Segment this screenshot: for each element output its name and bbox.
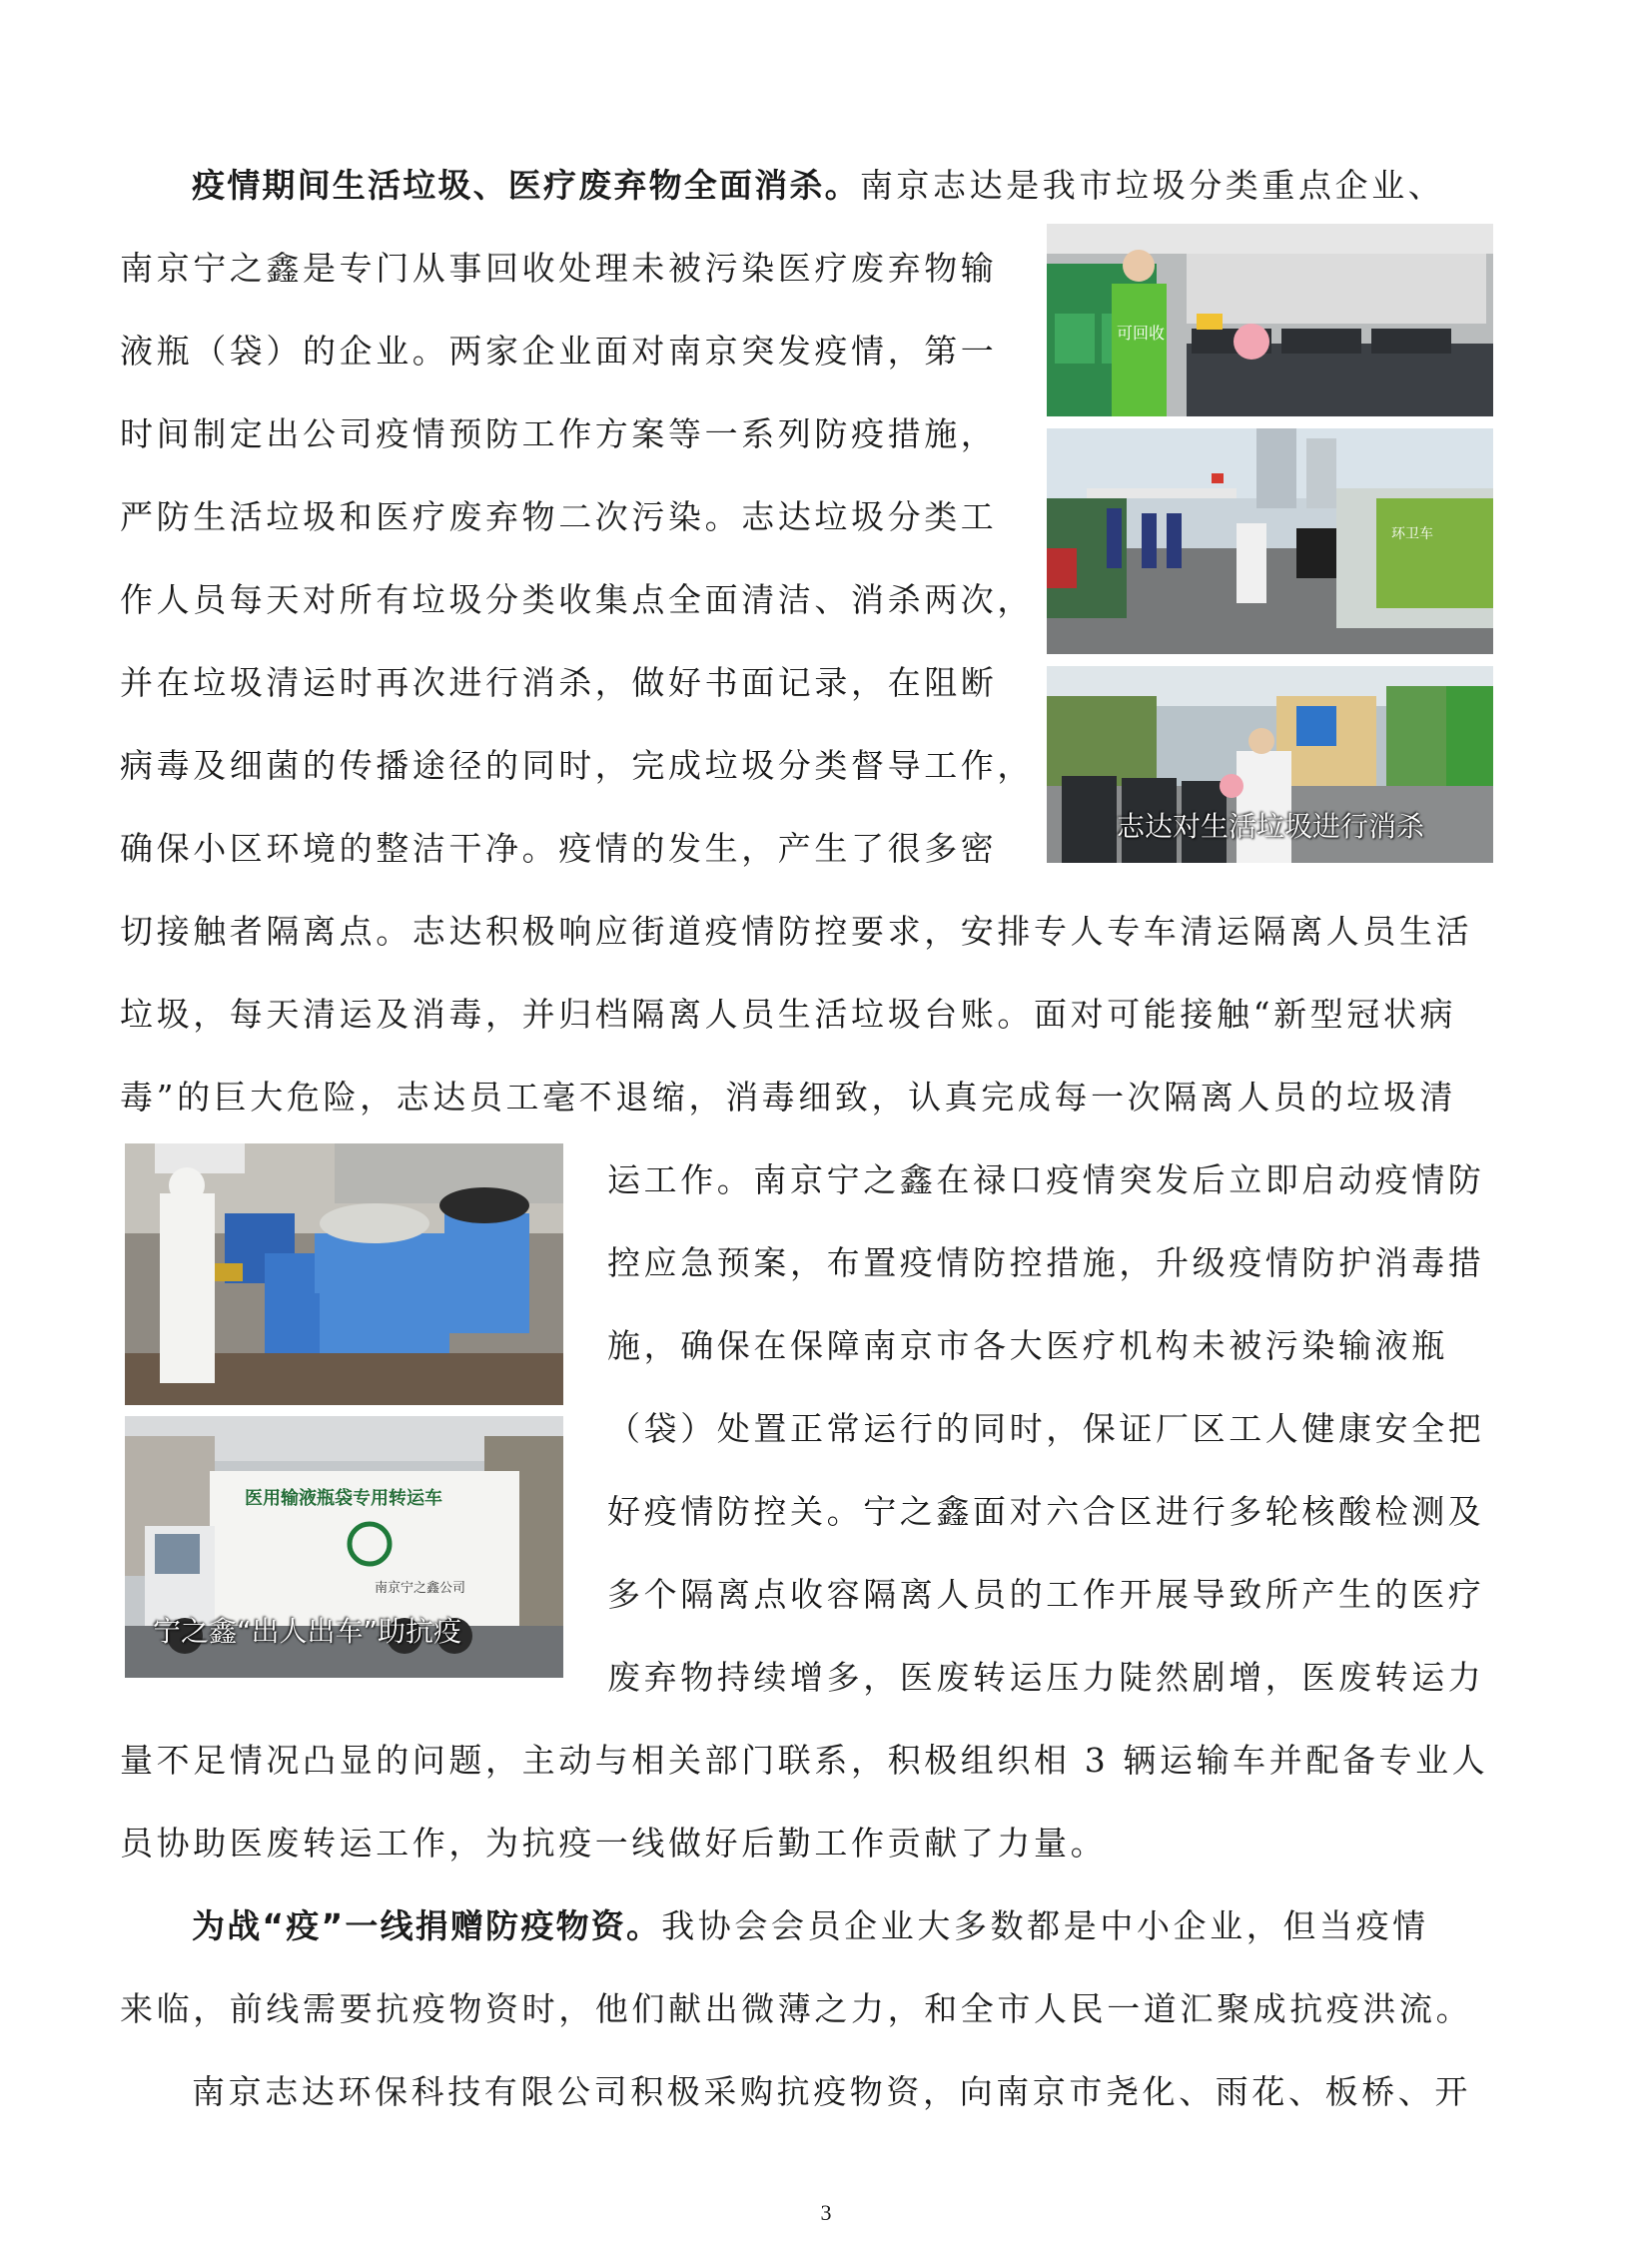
sorting-bins-illustration	[1047, 224, 1493, 416]
paragraph-line: 多个隔离点收容隔离人员的工作开展导致所产生的医疗	[607, 1575, 1485, 1614]
paragraph-line: 施，确保在保障南京市各大医疗机构未被污染输液瓶	[607, 1326, 1448, 1365]
photo-sorting-bins	[1047, 224, 1493, 416]
medical-waste-illustration	[125, 1143, 563, 1405]
street-collection-illustration	[1047, 428, 1493, 654]
paragraph-line: 液瓶（袋）的企业。两家企业面对南京突发疫情，第一	[120, 332, 998, 371]
photo-street-collection	[1047, 428, 1493, 654]
photo-transport-truck	[125, 1416, 563, 1678]
paragraph-line: （袋）处置正常运行的同时，保证厂区工人健康安全把	[607, 1409, 1485, 1448]
paragraph-line: 切接触者隔离点。志达积极响应街道疫情防控要求，安排专人专车清运隔离人员生活	[120, 912, 1473, 951]
paragraph-line: 严防生活垃圾和医疗废弃物二次污染。志达垃圾分类工	[120, 497, 998, 536]
paragraph-line: 并在垃圾清运时再次进行消杀，做好书面记录，在阻断	[120, 663, 998, 702]
svg-text:南京宁之鑫公司: 南京宁之鑫公司	[375, 1581, 466, 1596]
photo-medical-waste-spraying	[125, 1143, 563, 1405]
paragraph-line: 病毒及细菌的传播途径的同时，完成垃圾分类督导工作，	[120, 746, 1034, 785]
paragraph-line: 南京宁之鑫是专门从事回收处理未被污染医疗废弃物输	[120, 249, 998, 288]
photo-disinfecting-bins	[1047, 666, 1493, 863]
paragraph-line: 员协助医废转运工作，为抗疫一线做好后勤工作贡献了力量。	[120, 1824, 1108, 1863]
paragraph-text: 南京志达是我市垃圾分类重点企业、	[859, 166, 1445, 205]
paragraph-line	[192, 1906, 1429, 1946]
paragraph-line: 控应急预案，布置疫情防控措施，升级疫情防护消毒措	[607, 1243, 1485, 1282]
paragraph-line: 时间制定出公司疫情预防工作方案等一系列防疫措施，	[120, 414, 998, 453]
paragraph-line: 作人员每天对所有垃圾分类收集点全面清洁、消杀两次，	[120, 580, 1034, 619]
paragraph-line: 来临，前线需要抗疫物资时，他们献出微薄之力，和全市人民一道汇聚成抗疫洪流。	[120, 1989, 1473, 2028]
paragraph-line	[192, 166, 1444, 206]
paragraph-line: 毒”的巨大危险，志达员工毫不退缩，消毒细致，认真完成每一次隔离人员的垃圾清	[120, 1078, 1457, 1117]
paragraph-line: 南京志达环保科技有限公司积极采购抗疫物资，向南京市尧化、雨花、板桥、开	[192, 2072, 1471, 2111]
page-number: 3	[820, 2200, 832, 2225]
section-title-donation: 为战“疫”一线捐赠防疫物资。	[192, 1906, 662, 1945]
svg-text:环卫车: 环卫车	[1391, 526, 1433, 542]
paragraph-line: 废弃物持续增多，医废转运压力陡然剧增，医废转运力	[607, 1658, 1485, 1697]
paragraph-line: 垃圾，每天清运及消毒，并归档隔离人员生活垃圾台账。面对可能接触“新型冠状病	[120, 995, 1457, 1034]
section-title-disinfection: 疫情期间生活垃圾、医疗废弃物全面消杀。	[192, 166, 860, 205]
paragraph-line: 运工作。南京宁之鑫在禄口疫情突发后立即启动疫情防	[607, 1160, 1485, 1199]
paragraph-text: 我协会会员企业大多数都是中小企业，但当疫情	[661, 1906, 1429, 1945]
photo-caption-zhida: 志达对生活垃圾进行消杀	[1117, 810, 1425, 843]
svg-text:可回收: 可回收	[1117, 324, 1166, 343]
svg-text:医用输液瓶袋专用转运车: 医用输液瓶袋专用转运车	[245, 1488, 442, 1509]
photo-caption-ningzhixin: 宁之鑫“出人出车”助抗疫	[153, 1615, 462, 1648]
paragraph-line: 好疫情防控关。宁之鑫面对六合区进行多轮核酸检测及	[607, 1492, 1485, 1531]
paragraph-line: 量不足情况凸显的问题，主动与相关部门联系，积极组织相 3 辆运输车并配备专业人	[120, 1741, 1489, 1780]
paragraph-line: 确保小区环境的整洁干净。疫情的发生，产生了很多密	[120, 829, 998, 868]
